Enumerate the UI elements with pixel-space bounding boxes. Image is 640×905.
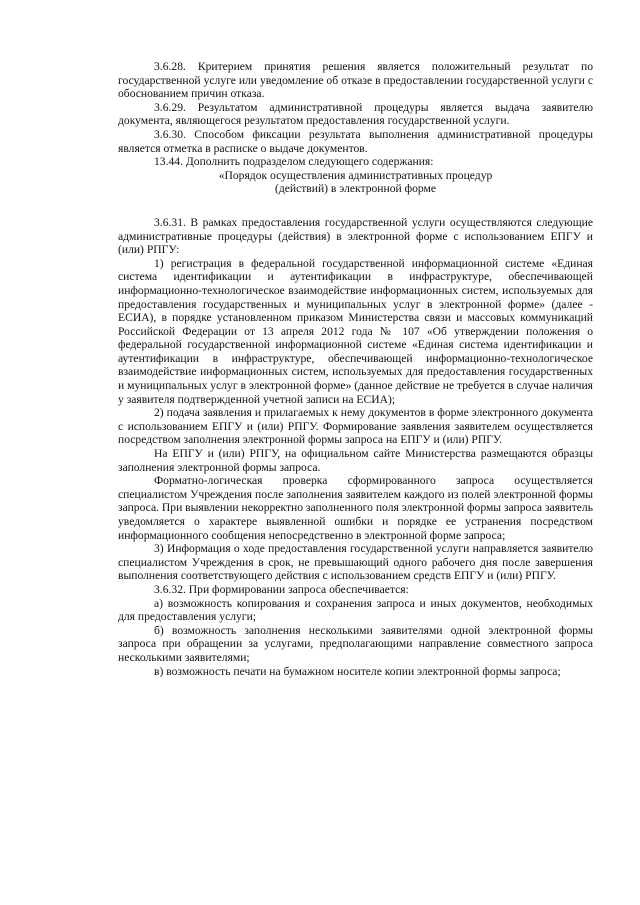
paragraph-13-44: 13.44. Дополнить подразделом следующего содержания:: [154, 155, 434, 169]
paragraph-item-b: б) возможность заполнения несколькими заявителями одной электронной формы запроса при обращении за услугами, предполагающими направление совместного запроса несколькими заявителями;: [118, 623, 593, 664]
paragraph-3-6-28: 3.6.28. Критерием принятия решения является положительный результат по государственной услуге или уведомление об отказе в предоставлении государственной услуги с обоснованием причин отказа.: [118, 60, 593, 101]
section-gap: [118, 196, 593, 216]
paragraph-3-6-29: 3.6.29. Результатом административной процедуры является выдача заявителю документа, являющегося результатом предоставления государственной услуги.: [118, 100, 593, 128]
document-page: [118, 60, 593, 678]
paragraph-item-2: 2) подача заявления и прилагаемых к нему документов в форме электронного документа с использованием ЕПГУ и (или) РПГУ. Формирование заявления заявителем осуществляется посредством заполнения электронной формы запроса на ЕПГУ и (или) РПГУ.: [118, 406, 593, 447]
section-heading-line2: (действий) в электронной форме: [274, 182, 437, 196]
paragraph-item-v: в) возможность печати на бумажном носителе копии электронной формы запроса;: [154, 664, 561, 678]
paragraph-item-a: а) возможность копирования и сохранения запроса и иных документов, необходимых для предоставления услуги;: [118, 596, 593, 624]
paragraph-3-6-30: 3.6.30. Способом фиксации результата выполнения административной процедуры является отметка в расписке о выдаче документов.: [118, 127, 593, 155]
paragraph-item-1: 1) регистрация в федеральной государственной информационной системе «Единая система идентификации и аутентификации в инфраструктуре, обеспечивающей информационно-технологическое взаимодействие информационных систем, используемых для предоставления государственных и муниципальных услуг в электронной форме» (далее - ЕСИА), в порядке установленном приказом Министерства связи и массовых коммуникаций Российской Федерации от 13 апреля 2012 года № 107 «Об утверждении положения о федеральной государственной информационной системе «Единая система идентификации и аутентификации в инфраструктуре, обеспечивающей информационно-технологическое взаимодействие информационных систем, используемых для предоставления государственных и муниципальных услуг в электронной форме» (данное действие не требуется в случае наличия у заявителя подтвержденной учетной записи на ЕСИА);: [118, 256, 593, 406]
paragraph-item-3: 3) Информация о ходе предоставления государственной услуги направляется заявителю специалистом Учреждения в срок, не превышающий одного рабочего дня после завершения выполнения соответствующего действия с использованием средств ЕПГУ и (или) РПГУ.: [118, 542, 593, 583]
section-heading-line1: «Порядок осуществления административных процедур: [218, 168, 493, 182]
paragraph-format-check: Форматно-логическая проверка сформированного запроса осуществляется специалистом Учреждения после заполнения заявителем каждого из полей электронной формы запроса. При выявлении некорректно заполненного поля электронной формы запроса заявитель уведомляется о характере выявленной ошибки и порядке ее устранения посредством информационного сообщения непосредственно в электронной форме запроса;: [118, 474, 593, 542]
paragraph-samples: На ЕПГУ и (или) РПГУ, на официальном сайте Министерства размещаются образцы заполнения электронной формы запроса.: [118, 447, 593, 474]
paragraph-3-6-32: 3.6.32. При формировании запроса обеспечивается:: [154, 582, 409, 596]
paragraph-3-6-31: 3.6.31. В рамках предоставления государственной услуги осуществляются следующие административные процедуры (действия) в электронной форме с использованием ЕПГУ и (или) РПГУ:: [118, 215, 593, 257]
